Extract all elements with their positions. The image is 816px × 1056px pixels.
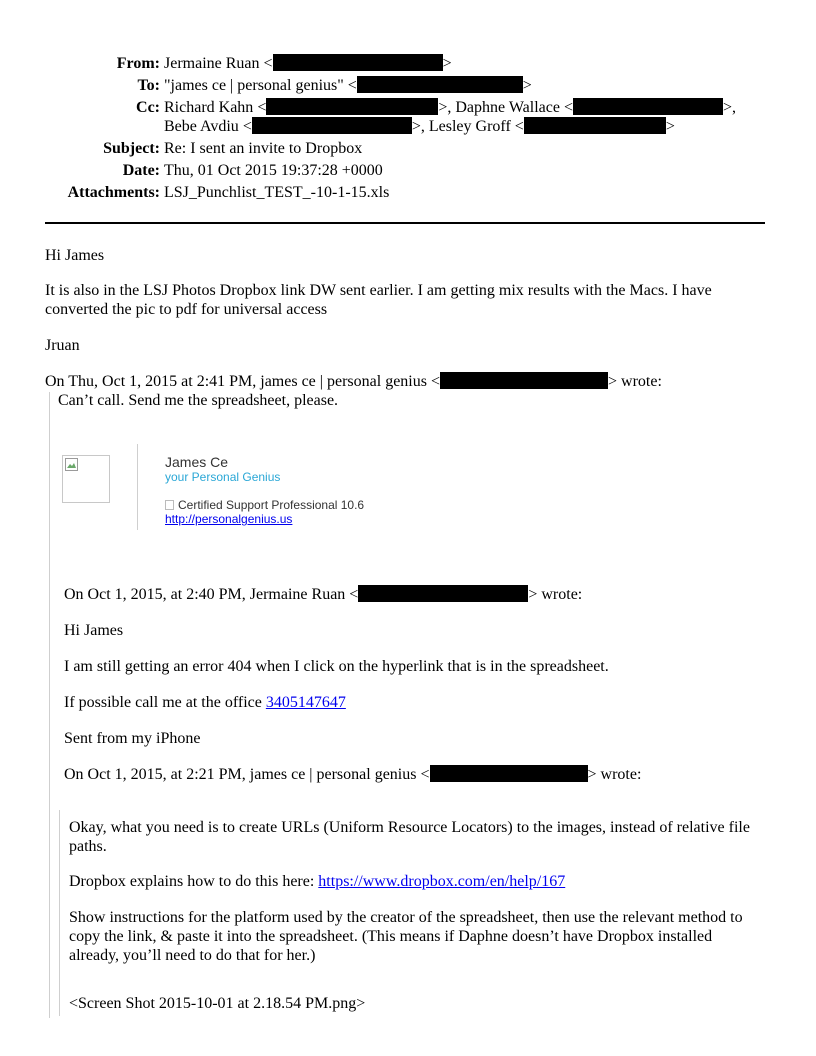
redaction (273, 54, 443, 71)
from-value: Jermaine Ruan < > (164, 55, 452, 72)
quoted-text: Can’t call. Send me the spreadsheet, please. (58, 392, 339, 409)
quoted-text: Sent from my iPhone (64, 730, 201, 747)
attachment-reference: <Screen Shot 2015-10-01 at 2.18.54 PM.png> (69, 995, 366, 1012)
redaction (358, 585, 528, 602)
quoted-text: already, you’ll need to do that for her.) (69, 947, 316, 964)
body-paragraph-line: It is also in the LSJ Photos Dropbox link DW sent earlier. I am getting mix results with the Macs. I have (45, 282, 712, 299)
cc-value-line-1: Richard Kahn < >, Daphne Wallace < >, (164, 99, 737, 116)
redaction (524, 117, 666, 134)
quoted-text: Dropbox explains how to do this here: https://www.dropbox.com/en/help/167 (69, 873, 566, 890)
signature-tagline: your Personal Genius (165, 470, 281, 484)
redaction (266, 98, 438, 115)
quote-attribution: On Oct 1, 2015, at 2:40 PM, Jermaine Ruan < > wrote: (64, 586, 583, 603)
phone-link[interactable]: 3405147647 (265, 694, 346, 711)
attachments-label: Attachments: (67, 184, 160, 201)
quoted-text: Show instructions for the platform used by the creator of the spreadsheet, then use the relevant method to (69, 909, 743, 926)
broken-image-icon (65, 458, 79, 472)
signature-cert: Certified Support Professional 10.6 (165, 496, 364, 515)
apple-logo-icon (165, 500, 174, 510)
subject-value: Re: I sent an invite to Dropbox (164, 140, 363, 157)
date-label: Date: (122, 162, 160, 179)
header-divider (45, 222, 765, 224)
quote-attribution: On Oct 1, 2015, at 2:21 PM, james ce | personal genius < > wrote: (64, 766, 642, 783)
redaction (573, 98, 723, 115)
subject-label: Subject: (103, 140, 160, 157)
body-paragraph-line: converted the pic to pdf for universal access (45, 301, 328, 318)
quote-bar (59, 810, 60, 1016)
quote-attribution: On Thu, Oct 1, 2015 at 2:41 PM, james ce | personal genius < > wrote: (45, 373, 662, 390)
quoted-text: I am still getting an error 404 when I click on the hyperlink that is in the spreadsheet. (64, 658, 609, 675)
signature-divider (137, 444, 138, 530)
greeting: Hi James (45, 247, 105, 264)
dropbox-help-link[interactable]: https://www.dropbox.com/en/help/167 (318, 873, 566, 890)
signature-image-placeholder (62, 455, 110, 503)
quoted-text: copy the link, & paste it into the spreadsheet. (This means if Daphne doesn’t have Dropbox installed (69, 928, 713, 945)
signature-link[interactable]: http://personalgenius.us (165, 512, 293, 526)
quoted-text: paths. (69, 838, 107, 855)
signoff: Jruan (45, 337, 80, 354)
cc-label: Cc: (136, 99, 160, 116)
redaction (357, 76, 523, 93)
to-label: To: (137, 77, 160, 94)
quote-bar (49, 392, 50, 1018)
redaction (430, 765, 588, 782)
quoted-greeting: Hi James (64, 622, 124, 639)
date-value: Thu, 01 Oct 2015 19:37:28 +0000 (164, 162, 383, 179)
quoted-text: Okay, what you need is to create URLs (Uniform Resource Locators) to the images, instead of relative file (69, 819, 750, 836)
redaction (440, 372, 608, 389)
signature-name: James Ce (165, 454, 229, 470)
cc-value-line-2: Bebe Avdiu < >, Lesley Groff < > (164, 118, 675, 135)
to-value: "james ce | personal genius" < > (164, 77, 532, 94)
quoted-text: If possible call me at the office 3405147647 (64, 694, 346, 711)
from-label: From: (116, 55, 160, 72)
redaction (252, 117, 412, 134)
attachment-filename[interactable]: LSJ_Punchlist_TEST_-10-1-15.xls (164, 184, 390, 201)
